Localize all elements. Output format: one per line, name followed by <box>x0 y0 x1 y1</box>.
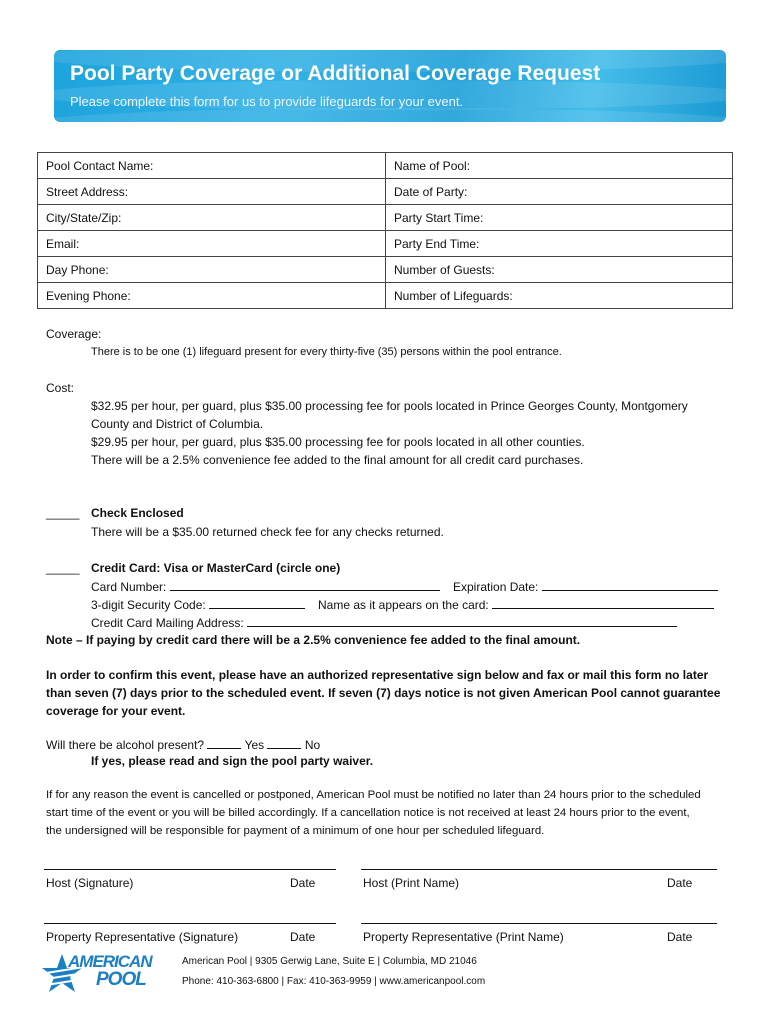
street-address-field[interactable]: Street Address: <box>38 179 386 205</box>
table-row <box>38 231 733 257</box>
email-field[interactable]: Email: <box>38 231 386 257</box>
logo-word-american: AMERICAN <box>68 952 152 971</box>
coverage-heading: Coverage: <box>46 327 102 341</box>
table-row <box>38 257 733 283</box>
confirm-line-2: than seven (7) days prior to the scheduled event. If seven (7) days notice is not given American Pool cannot guarantee <box>46 686 721 700</box>
confirm-line-3: coverage for your event. <box>46 704 186 718</box>
logo-word-pool: POOL <box>96 969 146 990</box>
check-enclosed-label: Check Enclosed <box>91 506 184 520</box>
card-number-row <box>91 578 440 596</box>
alcohol-row <box>46 736 320 754</box>
number-of-lifeguards-field[interactable]: Number of Lifeguards: <box>386 283 733 309</box>
contact-info-table <box>37 152 733 309</box>
expiration-date-input[interactable] <box>542 578 718 591</box>
confirm-line-1: In order to confirm this event, please have an authorized representative sign below and fax or mail this form no later <box>46 668 709 682</box>
american-pool-logo <box>40 952 158 996</box>
rep-print-date-label: Date <box>667 930 693 944</box>
rep-signature-date-label: Date <box>290 930 316 944</box>
security-code-input[interactable] <box>209 596 305 609</box>
header-banner <box>54 50 726 122</box>
footer-contact: Phone: 410-363-6800 | Fax: 410-363-9959 | www.americanpool.com <box>182 976 486 987</box>
mailing-address-row <box>91 614 677 632</box>
host-print-line[interactable] <box>361 869 717 870</box>
host-print-date-label: Date <box>667 876 693 890</box>
form-subtitle: Please complete this form for us to provide lifeguards for your event. <box>70 94 464 109</box>
date-of-party-field[interactable]: Date of Party: <box>386 179 733 205</box>
evening-phone-field[interactable]: Evening Phone: <box>38 283 386 309</box>
alcohol-no-label: No <box>304 738 321 752</box>
cancel-line-3: the undersigned will be responsible for payment of a minimum of one hour per scheduled lifeguard. <box>46 825 545 837</box>
security-code-label: 3-digit Security Code: <box>91 598 206 612</box>
name-on-card-row <box>318 596 714 614</box>
rep-print-label: Property Representative (Print Name) <box>363 930 564 944</box>
table-row <box>38 153 733 179</box>
alcohol-no-input[interactable] <box>267 736 301 749</box>
party-start-time-field[interactable]: Party Start Time: <box>386 205 733 231</box>
mailing-address-label: Credit Card Mailing Address: <box>91 616 244 630</box>
cancel-line-2: start time of the event or you will be billed accordingly. If a cancellation notice is not received at least 24 hours prior to the event, <box>46 807 690 819</box>
table-row <box>38 283 733 309</box>
name-on-card-label: Name as it appears on the card: <box>318 598 489 612</box>
number-of-guests-field[interactable]: Number of Guests: <box>386 257 733 283</box>
day-phone-field[interactable]: Day Phone: <box>38 257 386 283</box>
credit-card-blank[interactable]: _____ <box>46 561 80 575</box>
cost-heading: Cost: <box>46 381 75 395</box>
security-code-row <box>91 596 305 614</box>
coverage-text: There is to be one (1) lifeguard present for every thirty-five (35) persons within the pool entrance. <box>91 346 562 358</box>
alcohol-question: Will there be alcohol present? <box>46 738 205 752</box>
alcohol-yes-label: Yes <box>244 738 265 752</box>
host-signature-label: Host (Signature) <box>46 876 134 890</box>
credit-card-note: Note – If paying by credit card there will be a 2.5% convenience fee added to the final amount. <box>46 633 581 647</box>
rep-signature-label: Property Representative (Signature) <box>46 930 239 944</box>
cost-line-2: County and District of Columbia. <box>91 417 264 431</box>
city-state-zip-field[interactable]: City/State/Zip: <box>38 205 386 231</box>
cost-line-4: There will be a 2.5% convenience fee added to the final amount for all credit card purchases. <box>91 453 584 467</box>
alcohol-yes-input[interactable] <box>207 736 241 749</box>
rep-print-line[interactable] <box>361 923 717 924</box>
table-row <box>38 179 733 205</box>
cost-line-3: $29.95 per hour, per guard, plus $35.00 processing fee for pools located in all other counties. <box>91 435 585 449</box>
table-row <box>38 205 733 231</box>
cost-line-1: $32.95 per hour, per guard, plus $35.00 processing fee for pools located in Prince Georges County, Montgomery <box>91 399 688 413</box>
card-number-input[interactable] <box>170 578 440 591</box>
form-title: Pool Party Coverage or Additional Coverage Request <box>70 62 601 85</box>
credit-card-label: Credit Card: Visa or MasterCard (circle one) <box>91 561 341 575</box>
pool-contact-name-field[interactable]: Pool Contact Name: <box>38 153 386 179</box>
name-of-pool-field[interactable]: Name of Pool: <box>386 153 733 179</box>
name-on-card-input[interactable] <box>492 596 714 609</box>
expiration-row <box>453 578 718 596</box>
party-end-time-field[interactable]: Party End Time: <box>386 231 733 257</box>
host-signature-date-label: Date <box>290 876 316 890</box>
host-print-label: Host (Print Name) <box>363 876 460 890</box>
check-fee-note: There will be a $35.00 returned check fee for any checks returned. <box>91 525 444 539</box>
alcohol-waiver-note: If yes, please read and sign the pool party waiver. <box>91 754 374 768</box>
rep-signature-line[interactable] <box>44 923 336 924</box>
card-number-label: Card Number: <box>91 580 167 594</box>
check-enclosed-blank[interactable]: _____ <box>46 506 80 520</box>
expiration-date-label: Expiration Date: <box>453 580 539 594</box>
cancel-line-1: If for any reason the event is cancelled or postponed, American Pool must be notified no later than 24 hours prior to the scheduled <box>46 789 701 801</box>
host-signature-line[interactable] <box>44 869 336 870</box>
footer-address: American Pool | 9305 Gerwig Lane, Suite E | Columbia, MD 21046 <box>182 956 477 967</box>
mailing-address-input[interactable] <box>247 614 677 627</box>
